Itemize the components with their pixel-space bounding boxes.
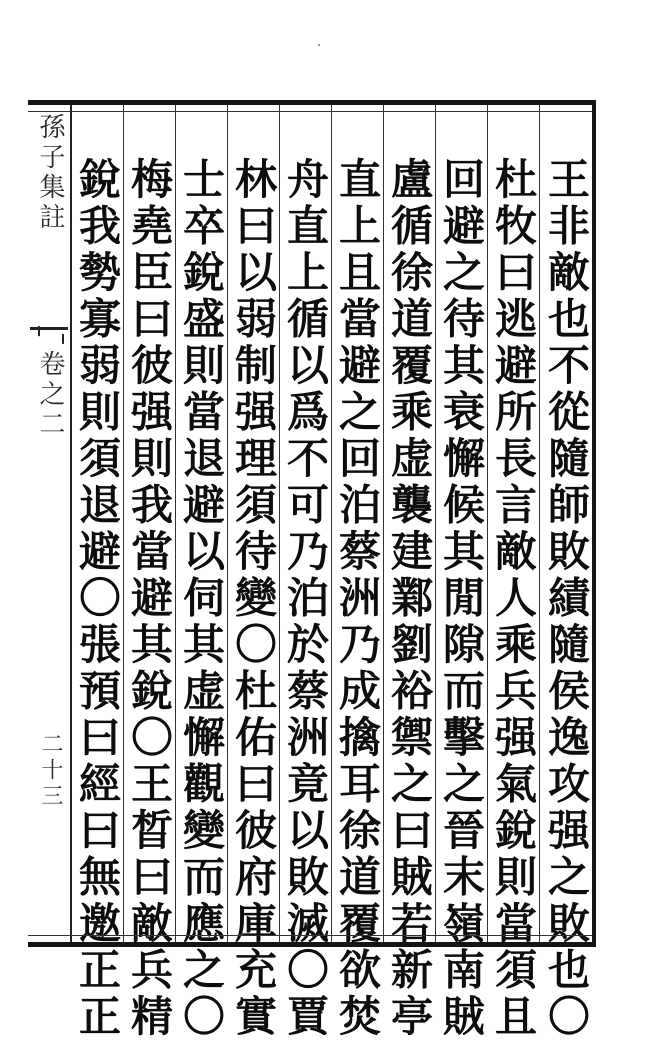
text-column bbox=[228, 105, 280, 1041]
column-text: 直上且當避之回泊蔡洲乃成擒耳徐道覆欲焚 bbox=[333, 157, 382, 1041]
text-column bbox=[436, 105, 488, 1041]
column-text: 杜牧曰逃避所長言敵人乘兵强氣銳則當須且 bbox=[489, 157, 538, 1041]
text-column bbox=[384, 105, 436, 1041]
page-number: 二十三 bbox=[38, 732, 63, 810]
text-frame bbox=[28, 100, 596, 1041]
text-column bbox=[488, 105, 540, 1041]
speck bbox=[318, 44, 320, 46]
text-column bbox=[540, 105, 592, 1041]
column-text: 銳我勢寡弱則須退避〇張預曰經曰無邀正正 bbox=[73, 157, 122, 1041]
text-column bbox=[176, 105, 228, 1041]
text-column bbox=[280, 105, 332, 1041]
column-text: 士卒銳盛則當退避以伺其虚懈觀變而應之〇 bbox=[177, 157, 226, 1041]
volume-label: 卷之二 bbox=[35, 350, 65, 440]
column-text: 盧循徐道覆乘虚襲建鄴劉裕禦之曰賊若新亭 bbox=[385, 157, 434, 1041]
fishtail-mark bbox=[30, 327, 68, 344]
text-column bbox=[72, 105, 124, 1041]
column-text: 舟直上循以爲不可乃泊於蔡洲竟以敗滅〇賈 bbox=[281, 157, 330, 1041]
text-column bbox=[332, 105, 384, 1041]
text-columns bbox=[72, 105, 592, 1041]
text-column bbox=[124, 105, 176, 1041]
fore-edge-margin bbox=[28, 105, 72, 942]
column-text: 回避之待其衰懈候其閒隙而擊之晉末嶺南賊 bbox=[437, 157, 486, 1041]
column-text: 林曰以弱制强理須待變〇杜佑曰彼府庫充實 bbox=[229, 157, 278, 1041]
book-title: 孫子集註 bbox=[35, 113, 65, 233]
column-text: 梅堯臣曰彼强則我當避其銳〇王晳曰敵兵精 bbox=[125, 157, 174, 1041]
column-text: 王非敵也不從隨師敗績隨侯逸攻强之敗也〇 bbox=[541, 157, 591, 1041]
